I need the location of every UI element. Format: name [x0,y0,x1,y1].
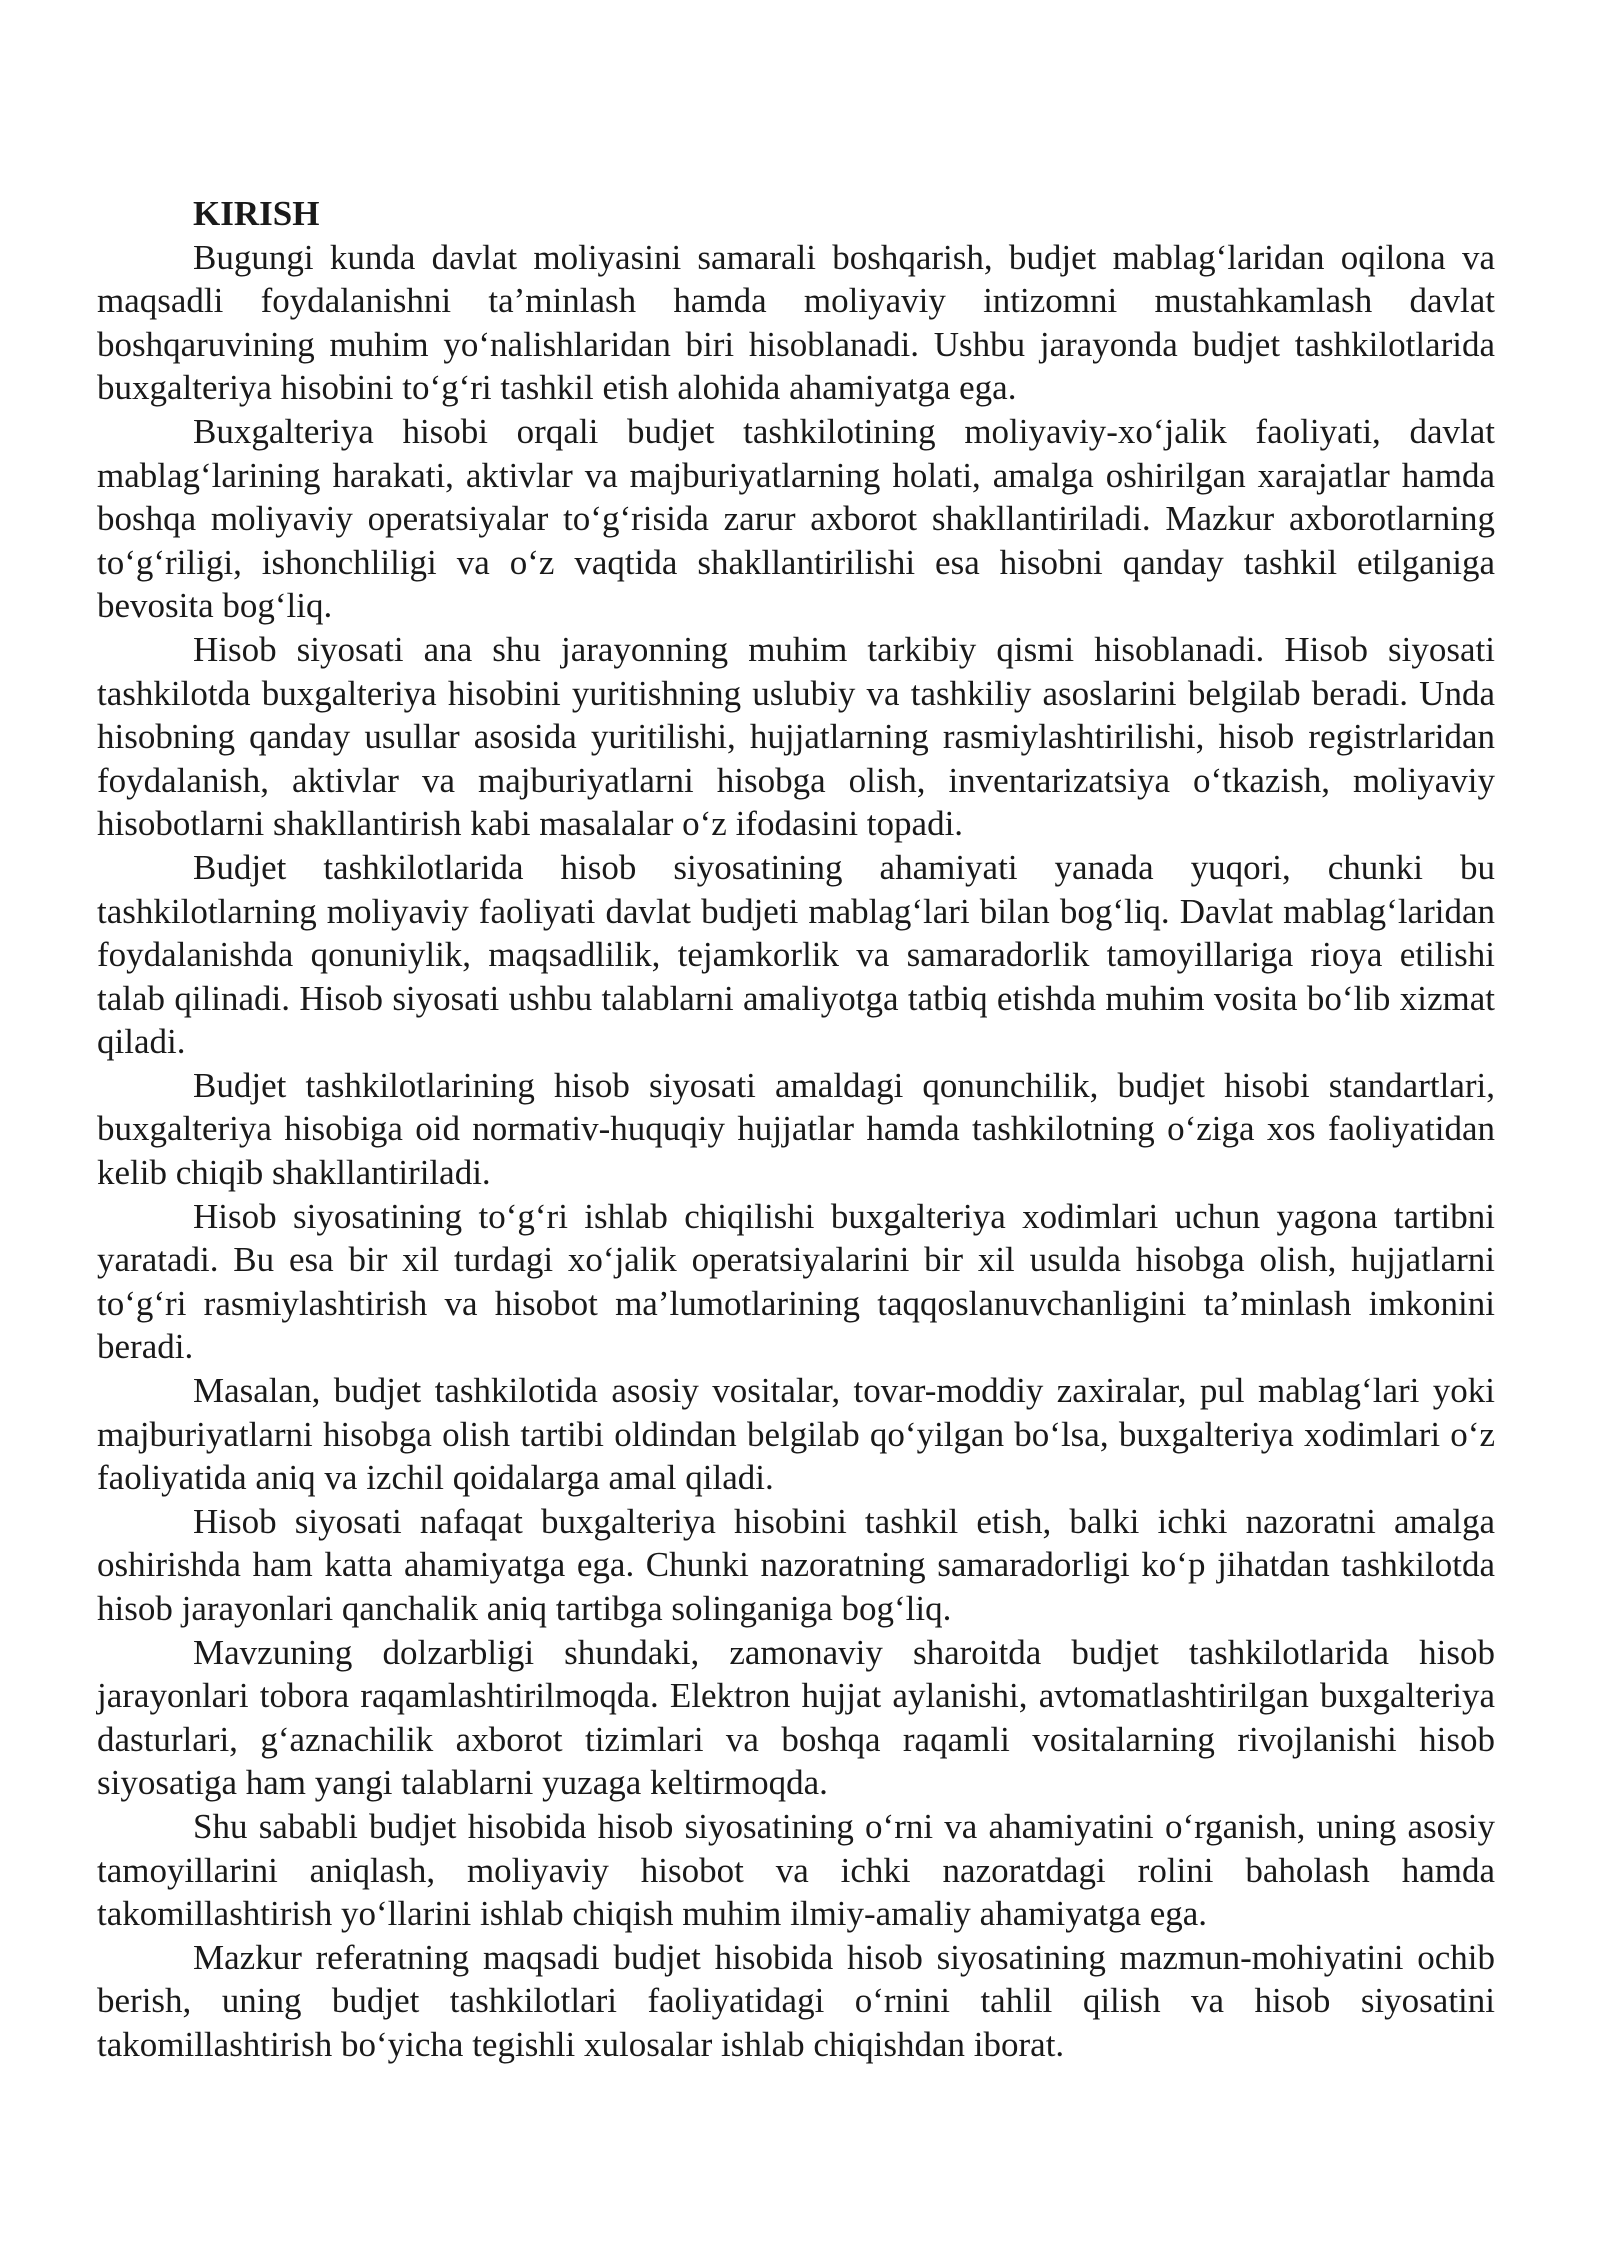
paragraph-3: Hisob siyosati ana shu jarayonning muhim tarkibiy qismi hisoblanadi. Hisob siyosati tashkilotda buxgalteriya hisobini yuritishning uslubiy va tashkiliy asoslarini belgilab beradi. Unda hisobning qanday usullar asosida yuritilishi, hujjatlarning rasmiylashtirilishi, hisob registrlaridan foydalanish, aktivlar va majburiyatlarni hisobga olish, inventarizatsiya o‘tkazish, moliyaviy hisobotlarni shakllantirish kabi masalalar o‘z ifodasini topadi. [97,629,1495,844]
document-page [97,192,1495,2067]
paragraph-6: Hisob siyosatining to‘g‘ri ishlab chiqilishi buxgalteriya xodimlari uchun yagona tartibni yaratadi. Bu esa bir xil turdagi xo‘jalik operatsiyalarini bir xil usulda hisobga olish, hujjatlarni to‘g‘ri rasmiylashtirish va hisobot ma’lumotlarining taqqoslanuvchanligini ta’minlash imkonini beradi. [97,1196,1495,1367]
paragraph-4: Budjet tashkilotlarida hisob siyosatining ahamiyati yanada yuqori, chunki bu tashkilotlarning moliyaviy faoliyati davlat budjeti mablag‘lari bilan bog‘liq. Davlat mablag‘laridan foydalanishda qonuniylik, maqsadlilik, tejamkorlik va samaradorlik tamoyillariga rioya etilishi talab qilinadi. Hisob siyosati ushbu talablarni amaliyotga tatbiq etishda muhim vosita bo‘lib xizmat qiladi. [97,847,1495,1062]
paragraph-11: Mazkur referatning maqsadi budjet hisobida hisob siyosatining mazmun-mohiyatini ochib berish, uning budjet tashkilotlari faoliyatidagi o‘rnini tahlil qilish va hisob siyosatini takomillashtirish bo‘yicha tegishli xulosalar ishlab chiqishdan iborat. [97,1937,1495,2064]
paragraph-1: Bugungi kunda davlat moliyasini samarali boshqarish, budjet mablag‘laridan oqilona va maqsadli foydalanishni ta’minlash hamda moliyaviy intizomni mustahkamlash davlat boshqaruvining muhim yo‘nalishlaridan biri hisoblanadi. Ushbu jarayonda budjet tashkilotlarida buxgalteriya hisobini to‘g‘ri tashkil etish alohida ahamiyatga ega. [97,237,1495,408]
paragraph-7: Masalan, budjet tashkilotida asosiy vositalar, tovar-moddiy zaxiralar, pul mablag‘lari yoki majburiyatlarni hisobga olish tartibi oldindan belgilab qo‘yilgan bo‘lsa, buxgalteriya xodimlari o‘z faoliyatida aniq va izchil qoidalarga amal qiladi. [97,1371,1495,1498]
paragraph-8: Hisob siyosati nafaqat buxgalteriya hisobini tashkil etish, balki ichki nazoratni amalga oshirishda ham katta ahamiyatga ega. Chunki nazoratning samaradorligi ko‘p jihatdan tashkilotda hisob jarayonlari qanchalik aniq tartibga solinganiga bog‘liq. [97,1501,1495,1628]
paragraph-9: Mavzuning dolzarbligi shundaki, zamonaviy sharoitda budjet tashkilotlarida hisob jarayonlari tobora raqamlashtirilmoqda. Elektron hujjat aylanishi, avtomatlashtirilgan buxgalteriya dasturlari, g‘aznachilik axborot tizimlari va boshqa raqamli vositalarning rivojlanishi hisob siyosatiga ham yangi talablarni yuzaga keltirmoqda. [97,1632,1495,1803]
paragraph-10: Shu sababli budjet hisobida hisob siyosatining o‘rni va ahamiyatini o‘rganish, uning asosiy tamoyillarini aniqlash, moliyaviy hisobot va ichki nazoratdagi rolini baholash hamda takomillashtirish yo‘llarini ishlab chiqish muhim ilmiy-amaliy ahamiyatga ega. [97,1806,1495,1934]
paragraph-2: Buxgalteriya hisobi orqali budjet tashkilotining moliyaviy-xo‘jalik faoliyati, davlat mablag‘larining harakati, aktivlar va majburiyatlarning holati, amalga oshirilgan xarajatlar hamda boshqa moliyaviy operatsiyalar to‘g‘risida zarur axborot shakllantiriladi. Mazkur axborotlarning to‘g‘riligi, ishonchliligi va o‘z vaqtida shakllantirilishi esa hisobni qanday tashkil etilganiga bevosita bog‘liq. [97,411,1495,626]
section-heading: KIRISH [193,194,320,233]
paragraph-5: Budjet tashkilotlarining hisob siyosati amaldagi qonunchilik, budjet hisobi standartlari, buxgalteriya hisobiga oid normativ-huquqiy hujjatlar hamda tashkilotning o‘ziga xos faoliyatidan kelib chiqib shakllantiriladi. [97,1065,1495,1193]
